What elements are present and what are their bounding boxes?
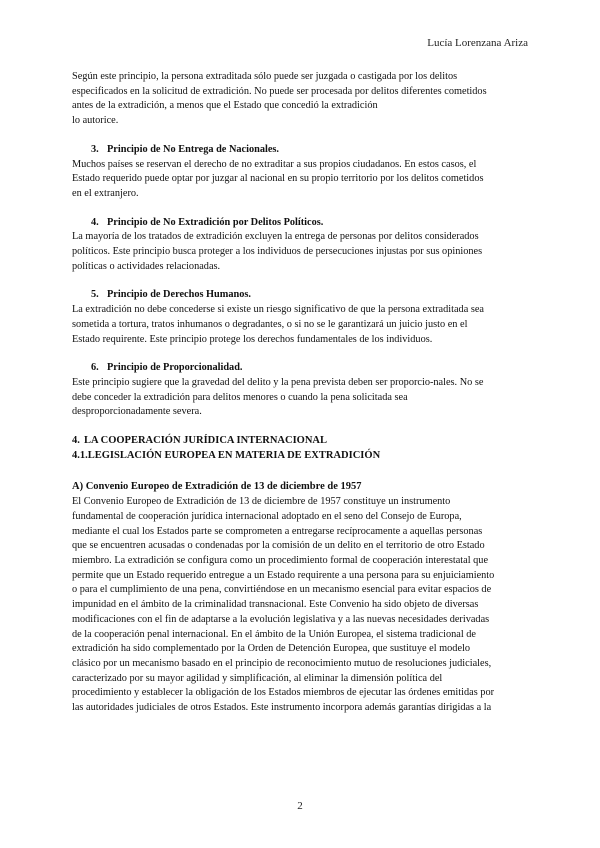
principle-3 bbox=[72, 143, 530, 202]
convenio-paragraph bbox=[72, 495, 530, 716]
text-line: sometida a tortura, tratos inhumanos o degradantes, o si no se le garantizará un juicio justo en el bbox=[72, 318, 468, 330]
section-heading: 4. LA COOPERACIÓN JURÍDICA INTERNACIONAL bbox=[72, 435, 327, 447]
text-line: fundamental de cooperación jurídica internacional adoptado en el seno del Consejo de Europa, bbox=[72, 510, 462, 522]
text-line: políticos. Este principio busca proteger a los individuos de persecuciones injustas por sus opiniones bbox=[72, 246, 483, 258]
text-line: de la cooperación penal internacional. En el ámbito de la Unión Europea, el sistema tradicional de bbox=[72, 628, 476, 640]
running-header-author: Lucía Lorenzana Ariza bbox=[427, 37, 528, 49]
page-body bbox=[72, 70, 530, 716]
convenio-heading: A) Convenio Europeo de Extradición de 13 de diciembre de 1957 bbox=[72, 481, 362, 493]
text-line: La extradición no debe concederse si existe un riesgo significativo de que la persona extraditada sea bbox=[72, 304, 485, 316]
text-line: Este principio sugiere que la gravedad del delito y la pena prevista deben ser proporcio-nales. No se bbox=[72, 376, 484, 388]
page-number: 2 bbox=[297, 800, 303, 812]
text-line: modificaciones con el fin de adaptarse a la evolución legislativa y a las nuevas necesidades derivadas bbox=[72, 613, 490, 625]
principle-heading: 6. Principio de Proporcionalidad. bbox=[91, 362, 243, 374]
text-line: antes de la extradición, a menos que el Estado que concedió la extradición bbox=[72, 100, 378, 112]
text-line: impunidad en el ámbito de la criminalidad transnacional. Este Convenio ha sido objeto de diversas bbox=[72, 599, 479, 611]
text-line: debe conceder la extradición para delitos menores o cuando la pena solicitada sea bbox=[72, 391, 408, 403]
text-line: lo autorice. bbox=[72, 115, 119, 127]
text-line: clásico por un mecanismo basado en el principio de reconocimiento mutuo de resoluciones judiciales, bbox=[72, 657, 492, 669]
text-line: o para el cumplimiento de una pena, convirtiéndose en un mecanismo esencial para evitar espacios de bbox=[72, 584, 492, 596]
text-line: extradición ha sido complementado por la Orden de Detención Europea, que sustituye el modelo bbox=[72, 643, 471, 655]
text-line: caracterizado por su mayor agilidad y simplificación, al eliminar la dimensión política del bbox=[72, 672, 443, 684]
intro-paragraph bbox=[72, 70, 530, 129]
principle-heading: 5. Principio de Derechos Humanos. bbox=[91, 289, 251, 301]
text-line: Estado requirente. Este principio protege los derechos fundamentales de los individuos. bbox=[72, 333, 433, 345]
text-line: desproporcionadamente severa. bbox=[72, 406, 202, 418]
text-line: mediante el cual los Estados parte se comprometen a entregarse recíprocamente a aquellas personas bbox=[72, 525, 483, 537]
principle-heading: 4. Principio de No Extradición por Delitos Políticos. bbox=[91, 216, 324, 228]
text-line: que se encuentren acusadas o condenadas por la comisión de un delito en el territorio de otro Estado bbox=[72, 540, 485, 552]
text-line: miembro. La extradición se configura como un procedimiento formal de cooperación interestatal que bbox=[72, 554, 489, 566]
principle-5 bbox=[72, 288, 530, 347]
text-line: en el extranjero. bbox=[72, 187, 139, 199]
text-line: Según este principio, la persona extraditada sólo puede ser juzgada o castigada por los delitos bbox=[72, 71, 458, 82]
text-line: las autoridades judiciales de otros Estados. Este instrumento incorpora además garantías dirigidas a la bbox=[72, 702, 492, 714]
text-line: El Convenio Europeo de Extradición de 13 de diciembre de 1957 constituye un instrumento bbox=[72, 496, 451, 508]
text-line: Estado requerido puede optar por juzgar al nacional en su propio territorio por los delitos cometidos bbox=[72, 173, 484, 185]
text-line: La mayoría de los tratados de extradición excluyen la entrega de personas por delitos considerados bbox=[72, 231, 479, 243]
text-line: procedimiento y establecer la obligación de los Estados miembros de ejecutar las órdenes emitidas por bbox=[72, 687, 495, 699]
text-line: políticas o actividades relacionadas. bbox=[72, 260, 221, 272]
text-line: Muchos países se reservan el derecho de no extraditar a sus propios ciudadanos. En estos casos, el bbox=[72, 158, 477, 170]
subsection-heading: 4.1.LEGISLACIÓN EUROPEA EN MATERIA DE EXTRADICIÓN bbox=[72, 449, 381, 461]
text-line: permite que un Estado requerido entregue a un Estado requirente a una persona para su enjuiciamiento bbox=[72, 569, 495, 581]
text-line: especificados en la solicitud de extradición. No puede ser procesada por delitos diferentes cometidos bbox=[72, 85, 487, 97]
principle-heading: 3. Principio de No Entrega de Nacionales. bbox=[91, 143, 279, 155]
principle-6 bbox=[72, 361, 530, 420]
principle-4 bbox=[72, 216, 530, 275]
